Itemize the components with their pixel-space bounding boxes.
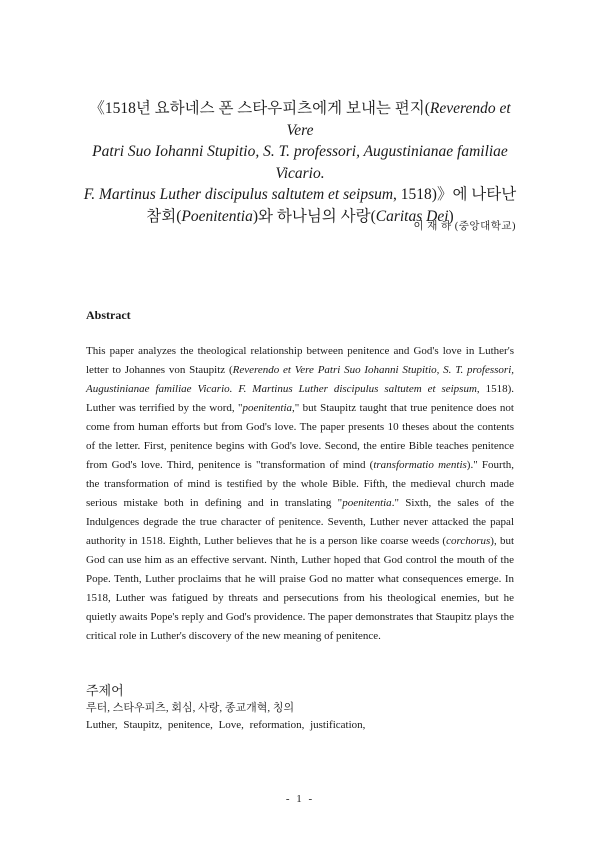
title-line-1: 《1518년 요하네스 폰 스타우피츠에게 보내는 편지(Reverendo et Vere xyxy=(89,100,511,139)
keywords-korean: 루터, 스타우피츠, 회심, 사랑, 종교개혁, 칭의 xyxy=(86,702,295,714)
keywords-english: Luther, Staupitz, penitence, Love, reformation, justification, xyxy=(86,719,366,731)
author-affiliation: 이 재 하 (중앙대학교) xyxy=(413,221,516,232)
paper-title xyxy=(80,98,520,227)
title-line-4: 참회(Poenitentia)와 하나님의 사랑(Caritas Dei) xyxy=(146,207,454,225)
title-line-2: Patri Suo Iohanni Stupitio, S. T. professori, Augustinianae familiae Vicario. xyxy=(92,143,508,182)
keywords-heading: 주제어 xyxy=(86,683,124,698)
page-number: - 1 - xyxy=(285,793,315,805)
title-line-3: F. Martinus Luther discipulus saltutem et seipsum, 1518)》에 나타난 xyxy=(83,186,517,203)
abstract-heading: Abstract xyxy=(86,308,131,322)
abstract-body: This paper analyzes the theological relationship between penitence and God's love in Luther's letter to Johannes von Staupitz (Reverendo et Vere Patri Suo Iohanni Stupitio, S. T. professori, Augustinianae familiae Vicario. F. Martinus Luther discipulus saltutem et seipsum, 1518). Luther was terrified by the word, "poenitentia," but Staupitz taught that true penitence does not come from human efforts but from God's love. The paper presents 10 theses about the contents of the letter. First, penitence begins with God's love. Second, the entire Bible teaches penitence from God's love. Third, penitence is "transformation of mind (transformatio mentis)." Fourth, the transformation of mind is testified by the whole Bible. Fifth, the medieval church made serious mistake both in defining and in translating "poenitentia." Sixth, the sales of the Indulgences degrade the true character of penitence. Seventh, Luther never attacked the papal authority in 1518. Eighth, Luther believes that he is a person like coarse weeds (corchorus), but God can use him as an effective servant. Ninth, Luther hoped that God control the mouth of the Pope. Tenth, Luther proclaims that he will praise God no matter what consequences emerge. In 1518, Luther was fatigued by threats and persecutions from his theological enemies, but he quietly awaits Pope's reply and God's providence. The paper demonstrates that Staupitz plays the critical role in Luther's discovery of the new meaning of penitence. xyxy=(86,345,514,642)
